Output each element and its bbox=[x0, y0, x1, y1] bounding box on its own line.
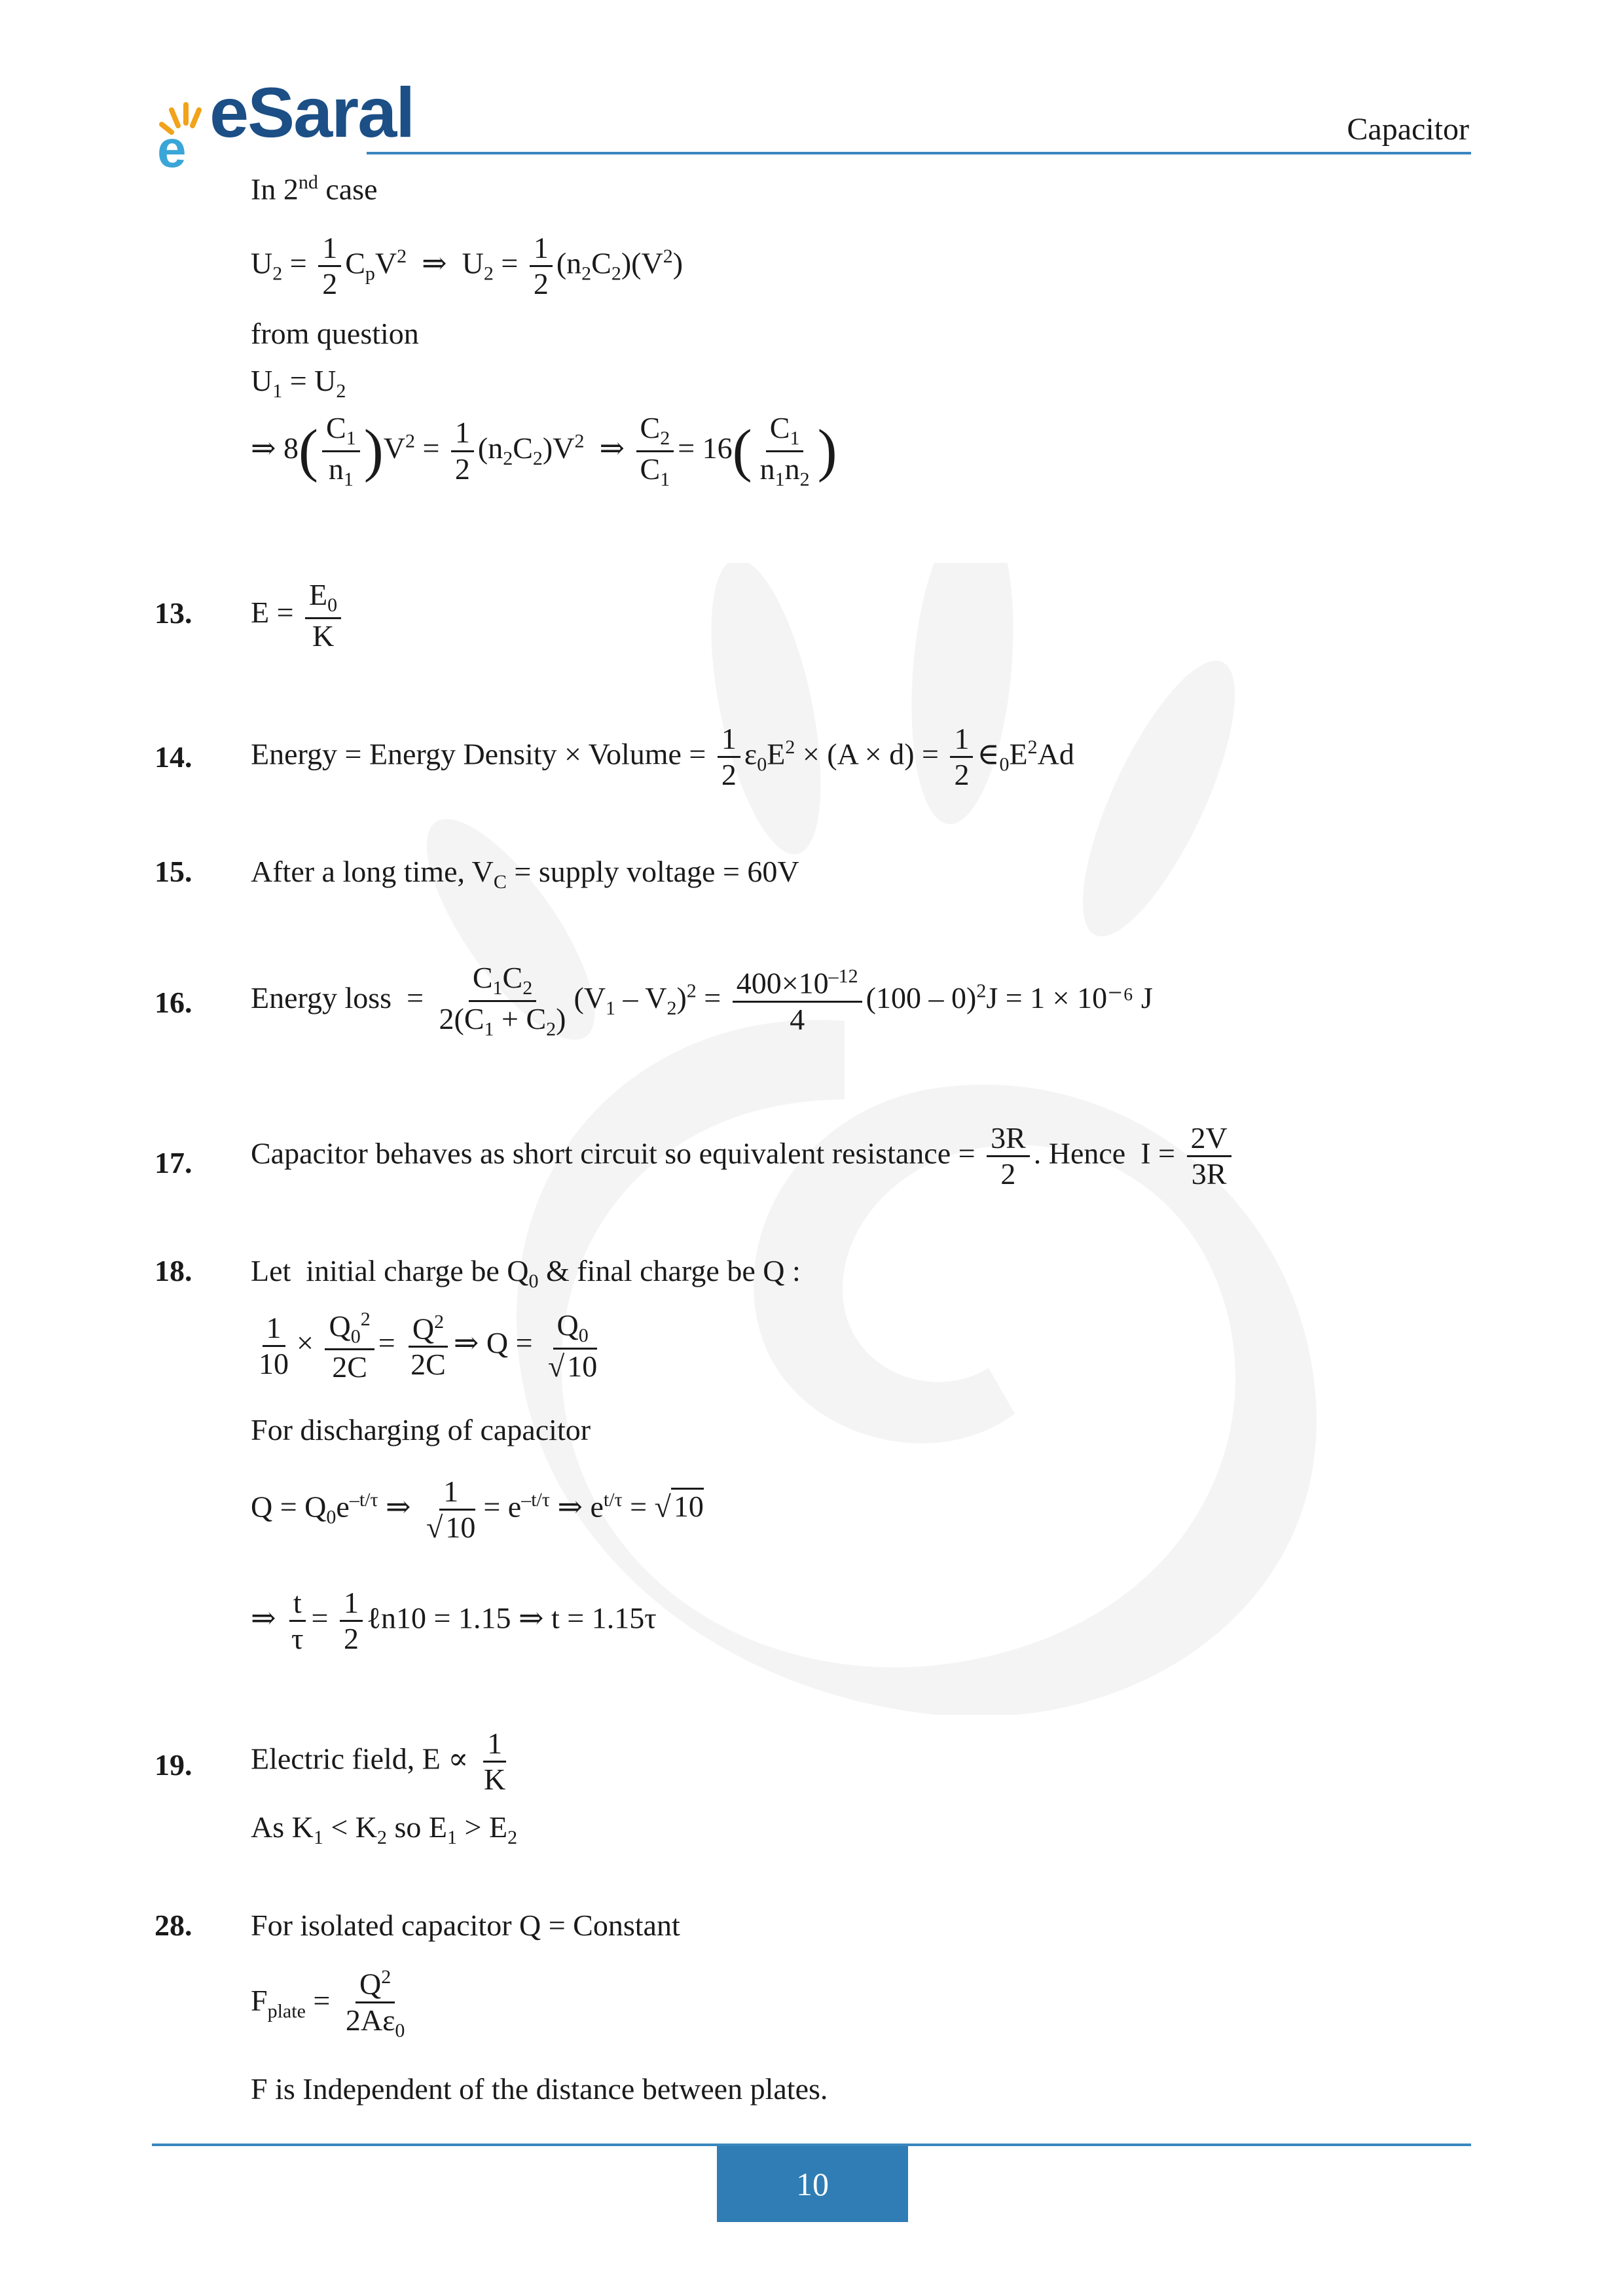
brand-logo-text: eSaral bbox=[210, 73, 414, 152]
equation-q28: $F_{plate}$ = $\frac{Q^2}{2A\varepsilon_0}$ bbox=[251, 1966, 405, 2041]
equation-capacitance-ratio: ⇒ 8( $\frac{C_1}{n_1}$ )$V^2$ = $\frac{1}{2}$ $(n_2C_2)V^2$ ⇒ $\frac{C_2}{C_1}$ = 16( $\frac{C_1}{n_1n_2}$ ) bbox=[251, 411, 837, 490]
equation-u1-u2: $U_1 = U_2$ bbox=[251, 364, 346, 403]
q14-text: Energy = Energy Density × Volume = bbox=[251, 737, 706, 771]
svg-text:e: e bbox=[157, 120, 187, 170]
equation-q19: Electric field, E ∝ $\frac{1}{K}$ bbox=[251, 1727, 506, 1797]
equation-q17: Capacitor behaves as short circuit so equivalent resistance = $\frac{3R}{2}$ . Hence I = $\frac{2V}{3R}$ bbox=[251, 1122, 1235, 1191]
q18-discharge-text: For discharging of capacitor bbox=[251, 1413, 591, 1446]
chapter-title: Capacitor bbox=[1347, 112, 1469, 147]
question-number: 18. bbox=[155, 1254, 192, 1287]
question-number: 16. bbox=[155, 986, 192, 1019]
brand-logo-icon bbox=[152, 98, 214, 170]
equation-q18-discharge: $Q = Q_0e^{-t/\tau}$ ⇒ $\frac{1}{√10}$ = $e^{-t/\tau}$ ⇒ $e^{t/\tau} = √10$ bbox=[251, 1475, 704, 1545]
header-divider bbox=[367, 152, 1471, 154]
q19-line2: As $K_1 < K_2$ so $E_1 > E_2$ bbox=[251, 1810, 518, 1849]
q28-text: For isolated capacitor Q = Constant bbox=[251, 1909, 680, 1942]
case2-heading: In 2nd case bbox=[251, 171, 378, 206]
q28-conclusion: F is Independent of the distance between plates. bbox=[251, 2072, 828, 2106]
question-number: 17. bbox=[155, 1146, 192, 1179]
question-number: 19. bbox=[155, 1748, 192, 1782]
q17-hence: . Hence bbox=[1033, 1136, 1126, 1170]
from-question-text: from question bbox=[251, 317, 419, 350]
question-number: 14. bbox=[155, 740, 192, 774]
page-number: 10 bbox=[717, 2146, 908, 2222]
equation-u2: $U_2$ = $\frac{1}{2}$ $C_pV^2$ ⇒ $U_2$ = $\frac{1}{2}$ $(n_2C_2)(V^2)$ bbox=[251, 231, 684, 301]
q16-text: Energy loss bbox=[251, 980, 392, 1014]
q15-text: After a long time, $V_C$ = supply voltage = 60V bbox=[251, 855, 799, 893]
question-number: 28. bbox=[155, 1909, 192, 1942]
equation-q13: E = $\frac{E_0}{K}$ bbox=[251, 579, 345, 652]
q19-text: Electric field, E ∝ bbox=[251, 1742, 469, 1776]
equation-q18-time: ⇒ $\frac{t}{\tau}$ = $\frac{1}{2}$ ℓn10 = 1.15 ⇒ t = 1.15τ bbox=[251, 1586, 657, 1656]
q17-text: Capacitor behaves as short circuit so equivalent resistance = bbox=[251, 1136, 976, 1170]
equation-q14: Energy = Energy Density × Volume = $\frac{1}{2}$ $\varepsilon_0E^2 \times (A \times d)$ = $\frac{1}{2}$ $\in_0E^2Ad$ bbox=[251, 722, 1074, 792]
equation-q18-charge: $\frac{1}{10}$ × $\frac{Q_0^2}{2C}$ = $\frac{Q^2}{2C}$ ⇒ Q = $\frac{Q_0}{√10}$ bbox=[259, 1308, 598, 1384]
equation-q16: Energy loss = $\frac{C_1C_2}{2(C_1 + C_2)}$ $(V_1 - V_2)^2$ = $\frac{400\times 10^{-12}}{4}$ (100 – 0)$^2$J = 1 × 10⁻⁶ J bbox=[251, 961, 1153, 1040]
question-number: 15. bbox=[155, 855, 192, 888]
q18-text: Let initial charge be $Q_0$ & final charge be Q : bbox=[251, 1254, 801, 1293]
question-number: 13. bbox=[155, 596, 192, 630]
q16-result: J = 1 × 10⁻⁶ J bbox=[986, 980, 1153, 1014]
